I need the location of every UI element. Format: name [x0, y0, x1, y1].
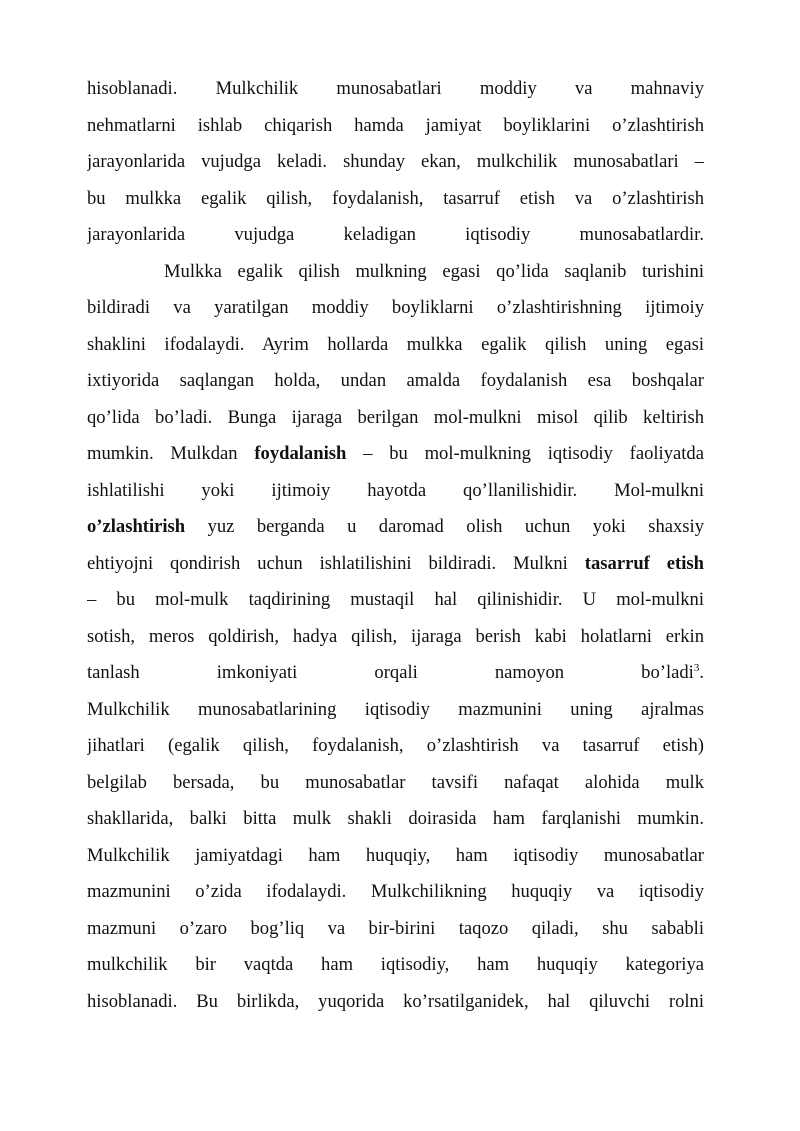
text-line: Mulkchilik jamiyatdagi ham huquqiy, ham iqtisodiy munosabatlar [87, 844, 704, 866]
text-run: . [699, 662, 704, 683]
footnote-reference[interactable]: 3 [693, 661, 700, 674]
text-line: mazmunini o’zida ifodalaydi. Mulkchilikning huquqiy va iqtisodiy [87, 881, 704, 902]
bold-term: tasarruf etish [584, 552, 704, 574]
text-line: bu mulkka egalik qilish, foydalanish, tasarruf etish va o’zlashtirish [87, 187, 704, 209]
bold-term: foydalanish [254, 443, 347, 464]
text-line: jarayonlarida vujudga keladi. shunday ekan, mulkchilik munosabatlari – [87, 151, 704, 172]
text-run: – bu mol-mulkning iqtisodiy faoliyatda [346, 443, 704, 464]
text-run: ehtiyojni qondirish uchun ishlatilishini bildiradi. Mulkni [87, 552, 585, 574]
text-line [87, 509, 704, 546]
text-line: bildiradi va yaratilgan moddiy boyliklarni o’zlashtirishning ijtimoiy [87, 297, 704, 318]
text-line: shakllarida, balki bitta mulk shakli doirasida ham farqlanishi mumkin. [87, 808, 704, 829]
text-line: mazmuni o’zaro bog’liq va bir-birini taqozo qiladi, shu sababli [87, 917, 704, 939]
text-line: nehmatlarni ishlab chiqarish hamda jamiyat boyliklarini o’zlashtirish [87, 114, 704, 136]
text-line: jihatlari (egalik qilish, foydalanish, o’zlashtirish va tasarruf etish) [87, 735, 704, 756]
text-run: mumkin. Mulkdan [87, 443, 255, 464]
document-page [87, 71, 704, 1020]
text-run: yuz berganda u daromad olish uchun yoki shaxsiy [185, 516, 704, 537]
text-run: tanlash imkoniyati orqali namoyon bo’ladi [87, 662, 694, 683]
text-line [87, 655, 704, 692]
text-line [87, 546, 704, 583]
bold-term: o’zlashtirish [87, 516, 186, 537]
text-line: jarayonlarida vujudga keladigan iqtisodiy munosabatlardir. [87, 224, 704, 245]
text-line: mulkchilik bir vaqtda ham iqtisodiy, ham huquqiy kategoriya [87, 954, 704, 975]
text-line: hisoblanadi. Mulkchilik munosabatlari moddiy va mahnaviy [87, 78, 704, 99]
text-line: Mulkchilik munosabatlarining iqtisodiy mazmunini uning ajralmas [87, 698, 704, 720]
text-line: shaklini ifodalaydi. Ayrim hollarda mulkka egalik qilish uning egasi [87, 333, 704, 355]
text-line: belgilab bersada, bu munosabatlar tavsifi nafaqat alohida mulk [87, 771, 704, 793]
text-line: hisoblanadi. Bu birlikda, yuqorida ko’rsatilganidek, hal qiluvchi rolni [87, 990, 704, 1012]
paragraph-start-line: Mulkka egalik qilish mulkning egasi qo’lida saqlanib turishini [164, 260, 704, 282]
text-line: ixtiyorida saqlangan holda, undan amalda foydalanish esa boshqalar [87, 370, 704, 391]
text-line: sotish, meros qoldirish, hadya qilish, ijaraga berish kabi holatlarni erkin [87, 625, 704, 647]
text-line: – bu mol-mulk taqdirining mustaqil hal qilinishidir. U mol-mulkni [87, 589, 704, 610]
text-line [87, 436, 704, 473]
text-line: qo’lida bo’ladi. Bunga ijaraga berilgan mol-mulkni misol qilib keltirish [87, 406, 704, 428]
text-line: ishlatilishi yoki ijtimoiy hayotda qo’llanilishidir. Mol-mulkni [87, 479, 704, 501]
